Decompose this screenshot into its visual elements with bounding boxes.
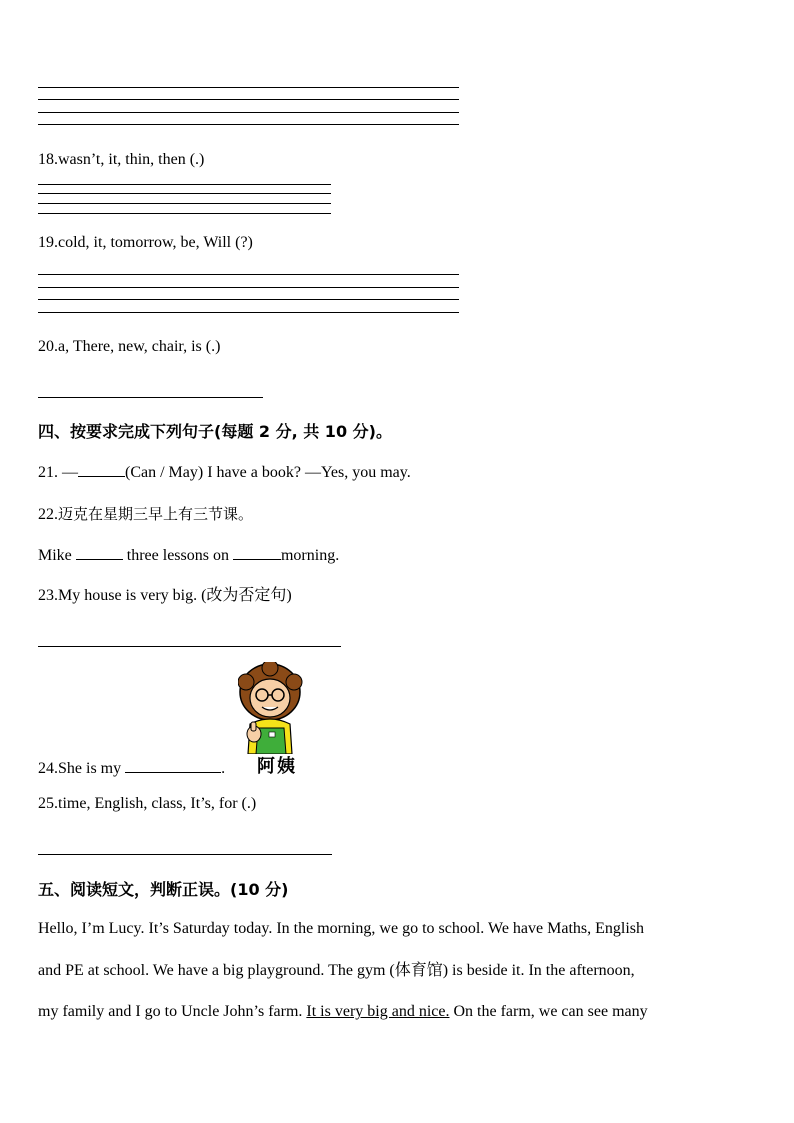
question-22 [38, 503, 253, 525]
answer-line [38, 397, 263, 398]
question-number: 23. [38, 587, 58, 604]
answer-line [38, 112, 459, 113]
question-number: 18. [38, 151, 58, 168]
question-chinese: 迈克在星期三早上有三节课。 [58, 505, 254, 523]
answer-line [38, 646, 341, 647]
section-4-heading: 四、按要求完成下列句子(每题 2 分, 共 10 分)。 [38, 422, 392, 441]
question-18 [38, 150, 204, 170]
sentence-part: morning. [280, 547, 340, 564]
passage-underlined-sentence: It is very big and nice. [306, 1003, 450, 1020]
answer-line [38, 854, 332, 855]
question-words: a, There, new, chair, is (.) [58, 338, 221, 355]
question-22-sentence [38, 545, 339, 566]
illustration-caption: 阿姨 [257, 756, 297, 777]
fill-blank[interactable] [78, 462, 125, 477]
answer-line [38, 87, 459, 88]
question-text: My house is very big. (改为否定句) [58, 587, 292, 604]
question-number: 25. [38, 795, 58, 812]
section-5-heading: 五、阅读短文，判断正误。(10 分) [38, 880, 289, 899]
question-number: 24. [38, 760, 58, 777]
answer-line [38, 299, 459, 300]
answer-line [38, 213, 331, 214]
answer-line [38, 312, 459, 313]
question-number: 19. [38, 234, 58, 251]
question-25 [38, 794, 256, 814]
question-words: time, English, class, It’s, for (.) [58, 795, 257, 812]
answer-line [38, 193, 331, 194]
fill-blank[interactable] [76, 545, 123, 560]
question-words: wasn’t, it, thin, then (.) [58, 151, 205, 168]
question-24 [38, 758, 225, 779]
aunt-illustration [238, 662, 308, 754]
sentence-part: three lessons on [126, 547, 233, 564]
passage-text: my family and I go to Uncle John’s farm. [38, 1003, 307, 1020]
fill-blank[interactable] [125, 758, 221, 773]
answer-line [38, 99, 459, 100]
question-end: . [221, 760, 226, 777]
answer-line [38, 287, 459, 288]
passage-text: On the farm, we can see many [449, 1003, 648, 1020]
answer-line [38, 124, 459, 125]
question-19 [38, 233, 253, 253]
answer-line [38, 203, 331, 204]
question-text: (Can / May) I have a book? —Yes, you may. [125, 464, 411, 481]
answer-line [38, 184, 331, 185]
sentence-part: Mike [38, 547, 76, 564]
question-text: She is my [58, 760, 126, 777]
question-number: 22. [38, 506, 58, 523]
question-23 [38, 586, 292, 606]
passage-line [38, 1002, 648, 1022]
question-number: 20. [38, 338, 58, 355]
question-words: cold, it, tomorrow, be, Will (?) [58, 234, 253, 251]
passage-line: and PE at school. We have a big playground. The gym (体育馆) is beside it. In the afternoon, [38, 962, 635, 979]
question-21 [38, 462, 411, 483]
fill-blank[interactable] [233, 545, 281, 560]
answer-line [38, 274, 459, 275]
dash: — [62, 464, 78, 481]
question-number: 21. [38, 464, 62, 481]
passage-line: Hello, I’m Lucy. It’s Saturday today. In the morning, we go to school. We have Maths, English [38, 920, 645, 937]
question-20 [38, 337, 220, 357]
